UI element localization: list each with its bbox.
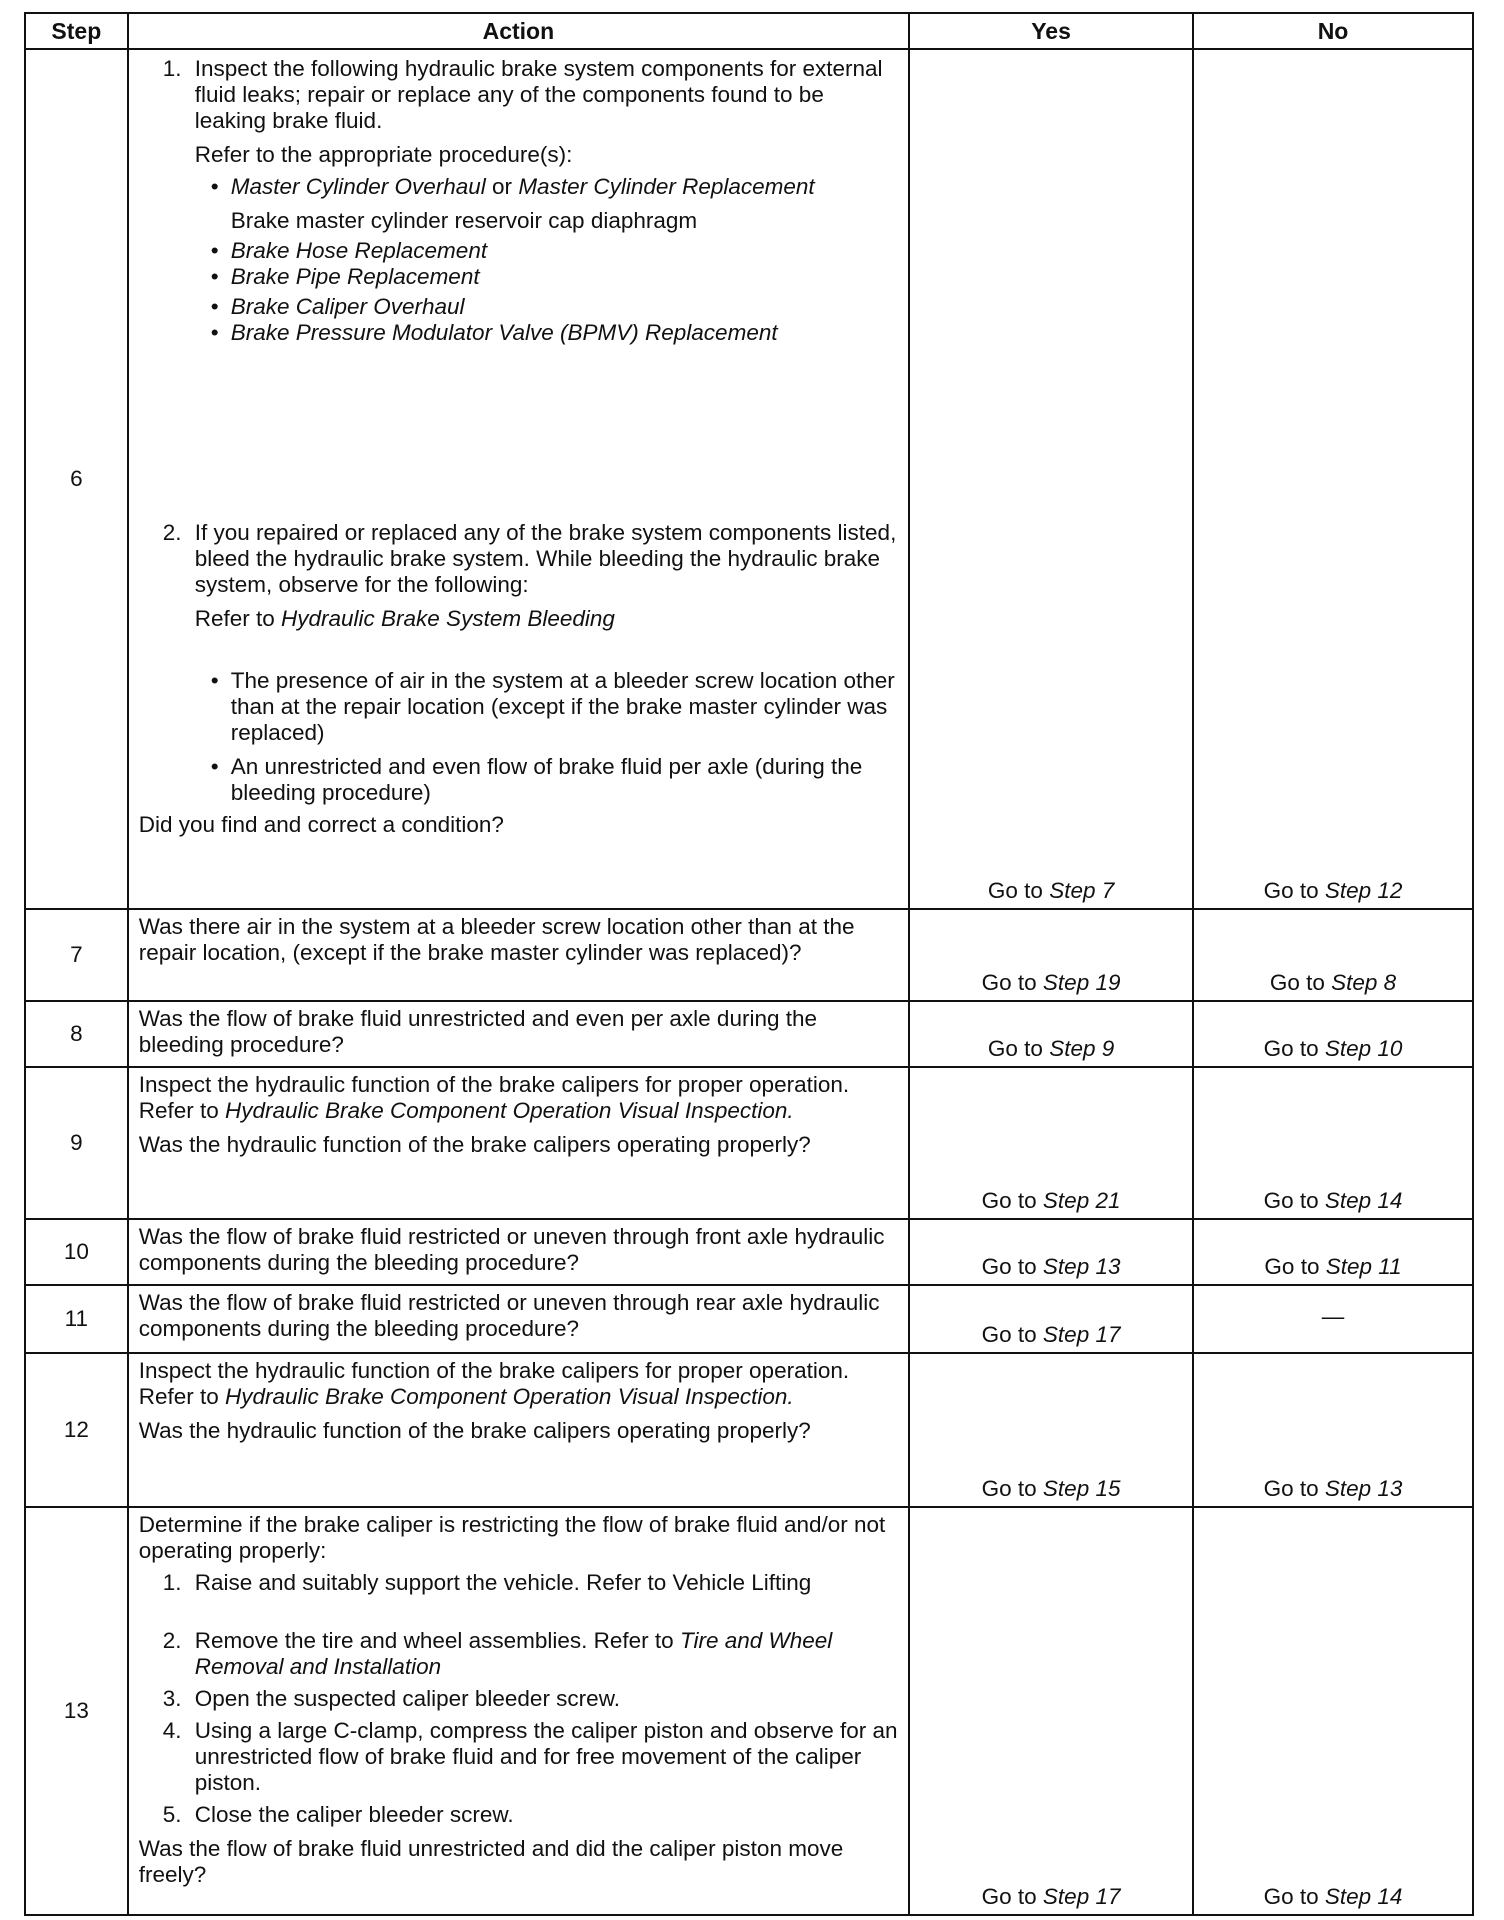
action-cell: Determine if the brake caliper is restricting the flow of brake fluid and/or not operating properly: 1. Raise and suitably support the vehicle. Refer to Vehicle Lifting 2. Remove the tire and wheel assemblies. Refer to Tire and Wheel Removal and Installation 3. Open the suspected caliper bleeder screw. 4. Using a large C-clamp, compress the caliper piston and observe for an unrestricted flow of brake fluid and for free movement of the caliper piston. 5. Close the caliper bleeder screw. Was the flow of brake fluid unrestricted and did the caliper piston move freely?	[128, 1507, 909, 1915]
yes-cell[interactable]: Go to Step 7	[909, 49, 1193, 909]
yes-cell[interactable]: Go to Step 15	[909, 1353, 1193, 1507]
procedure-link[interactable]: Hydraulic Brake Component Operation Visual Inspection.	[225, 1384, 794, 1409]
bullet-item: • Brake Hose Replacement	[210, 238, 488, 263]
action-cell: Inspect the hydraulic function of the brake calipers for proper operation. Refer to Hydraulic Brake Component Operation Visual Inspection. Was the hydraulic function of the brake calipers operating properly?	[128, 1067, 909, 1219]
action-cell: Was there air in the system at a bleeder screw location other than at the repair location, (except if the brake master cylinder was replaced)?	[128, 909, 909, 1001]
list-item: 4. Using a large C-clamp, compress the caliper piston and observe for an unrestricted flow of brake fluid and for free movement of the caliper piston.	[162, 1718, 898, 1795]
list-item: 3. Open the suspected caliper bleeder screw.	[162, 1686, 620, 1711]
table-row-step-12	[25, 1353, 1473, 1507]
header-step: Step	[25, 13, 128, 49]
bullet-item: • The presence of air in the system at a bleeder screw location other than at the repair location (except if the brake master cylinder was replaced)	[210, 668, 895, 745]
yes-cell[interactable]: Go to Step 21	[909, 1067, 1193, 1219]
procedure-link[interactable]: Brake Caliper Overhaul	[230, 294, 465, 319]
action-cell: Inspect the hydraulic function of the brake calipers for proper operation. Refer to Hydraulic Brake Component Operation Visual Inspection. Was the hydraulic function of the brake calipers operating properly?	[128, 1353, 909, 1507]
action-cell: Was the flow of brake fluid restricted or uneven through rear axle hydraulic components during the bleeding procedure?	[128, 1285, 909, 1353]
action-cell: 1. Inspect the following hydraulic brake system components for external fluid leaks; repair or replace any of the components found to be leaking brake fluid. Refer to the appropriate procedure(s): • Master Cylinder Overhaul or Master Cylinder Replacement Brake master cylinder reservoir cap diaphragm • Brake Hose Replacement • Brake Pipe Replacement • Brake Caliper Overhaul • Brake Pressure Modulator Valve (BPMV) Replacement 2. If you repaired or replaced any of the brake system components listed, bleed the hydraulic brake system. While bleeding the hydraulic brake system, observe for the following: Refer to Hydraulic Brake System Bleeding • The presence of air in the system at a bleeder screw location other than at the repair location (except if the brake master cylinder was replaced) • An unrestricted and even flow of brake fluid per axle (during the bleeding procedure) Did you find and correct a condition?	[128, 49, 909, 909]
no-cell[interactable]: Go to Step 14	[1193, 1507, 1473, 1915]
bullet-item: • Master Cylinder Overhaul or Master Cylinder Replacement	[210, 174, 815, 199]
step-number: 10	[25, 1219, 128, 1285]
list-item: 2. Remove the tire and wheel assemblies. Refer to Tire and Wheel Removal and Installation	[162, 1628, 833, 1679]
list-item: 2. If you repaired or replaced any of the brake system components listed, bleed the hydraulic brake system. While bleeding the hydraulic brake system, observe for the following:	[162, 520, 897, 597]
yes-cell[interactable]: Go to Step 19	[909, 909, 1193, 1001]
bullet-item: • Brake Caliper Overhaul	[210, 294, 465, 319]
procedure-link[interactable]: Brake Hose Replacement	[230, 238, 488, 263]
no-cell[interactable]: Go to Step 8	[1193, 909, 1473, 1001]
question-text: Was the flow of brake fluid unrestricted and did the caliper piston move freely?	[138, 1836, 844, 1887]
header-yes: Yes	[909, 13, 1193, 49]
table-row-step-10	[25, 1219, 1473, 1285]
action-cell: Was the flow of brake fluid restricted or uneven through front axle hydraulic components during the bleeding procedure?	[128, 1219, 909, 1285]
no-cell[interactable]: Go to Step 13	[1193, 1353, 1473, 1507]
yes-cell[interactable]: Go to Step 17	[909, 1507, 1193, 1915]
question-text: Did you find and correct a condition?	[138, 812, 504, 837]
table-row-step-6	[25, 49, 1473, 909]
no-cell[interactable]: Go to Step 11	[1193, 1219, 1473, 1285]
procedure-link[interactable]: Hydraulic Brake System Bleeding	[281, 606, 615, 631]
header-no: No	[1193, 13, 1473, 49]
procedure-link[interactable]: Tire and Wheel Removal and Installation	[194, 1628, 833, 1679]
procedure-link[interactable]: Hydraulic Brake Component Operation Visual Inspection.	[225, 1098, 794, 1123]
table-row-step-11	[25, 1285, 1473, 1353]
procedure-link[interactable]: Master Cylinder Overhaul	[230, 174, 486, 199]
step-number: 9	[25, 1067, 128, 1219]
step-number: 8	[25, 1001, 128, 1067]
yes-cell[interactable]: Go to Step 13	[909, 1219, 1193, 1285]
list-item: 1. Inspect the following hydraulic brake system components for external fluid leaks; repair or replace any of the components found to be leaking brake fluid.	[162, 56, 883, 133]
table-row-step-13	[25, 1507, 1473, 1915]
no-cell[interactable]: Go to Step 12	[1193, 49, 1473, 909]
table-row-step-8	[25, 1001, 1473, 1067]
step-number: 12	[25, 1353, 128, 1507]
step-number: 7	[25, 909, 128, 1001]
no-cell[interactable]: Go to Step 10	[1193, 1001, 1473, 1067]
procedure-link[interactable]: Brake Pipe Replacement	[230, 264, 480, 289]
step-number: 11	[25, 1285, 128, 1353]
header-row	[25, 13, 1473, 49]
procedure-link[interactable]: Brake Pressure Modulator Valve (BPMV) Replacement	[230, 320, 778, 345]
table-row-step-7	[25, 909, 1473, 1001]
header-action: Action	[128, 13, 909, 49]
no-cell[interactable]: Go to Step 14	[1193, 1067, 1473, 1219]
bullet-item: • Brake Pressure Modulator Valve (BPMV) Replacement	[210, 320, 778, 345]
step-number: 6	[25, 49, 128, 909]
yes-cell[interactable]: Go to Step 9	[909, 1001, 1193, 1067]
diagnostic-table	[24, 12, 1474, 1916]
no-cell-dash: —	[1193, 1285, 1473, 1353]
question-text: Was the hydraulic function of the brake calipers operating properly?	[138, 1132, 811, 1157]
list-item: 5. Close the caliper bleeder screw.	[162, 1802, 514, 1827]
bullet-item: • Brake Pipe Replacement	[210, 264, 480, 289]
list-item: 1. Raise and suitably support the vehicle. Refer to Vehicle Lifting	[162, 1570, 812, 1595]
bullet-item: • An unrestricted and even flow of brake fluid per axle (during the bleeding procedure)	[210, 754, 863, 805]
procedure-link[interactable]: Master Cylinder Replacement	[518, 174, 815, 199]
action-cell: Was the flow of brake fluid unrestricted and even per axle during the bleeding procedure?	[128, 1001, 909, 1067]
step-number: 13	[25, 1507, 128, 1915]
table-row-step-9	[25, 1067, 1473, 1219]
question-text: Was the hydraulic function of the brake calipers operating properly?	[138, 1418, 811, 1443]
yes-cell[interactable]: Go to Step 17	[909, 1285, 1193, 1353]
